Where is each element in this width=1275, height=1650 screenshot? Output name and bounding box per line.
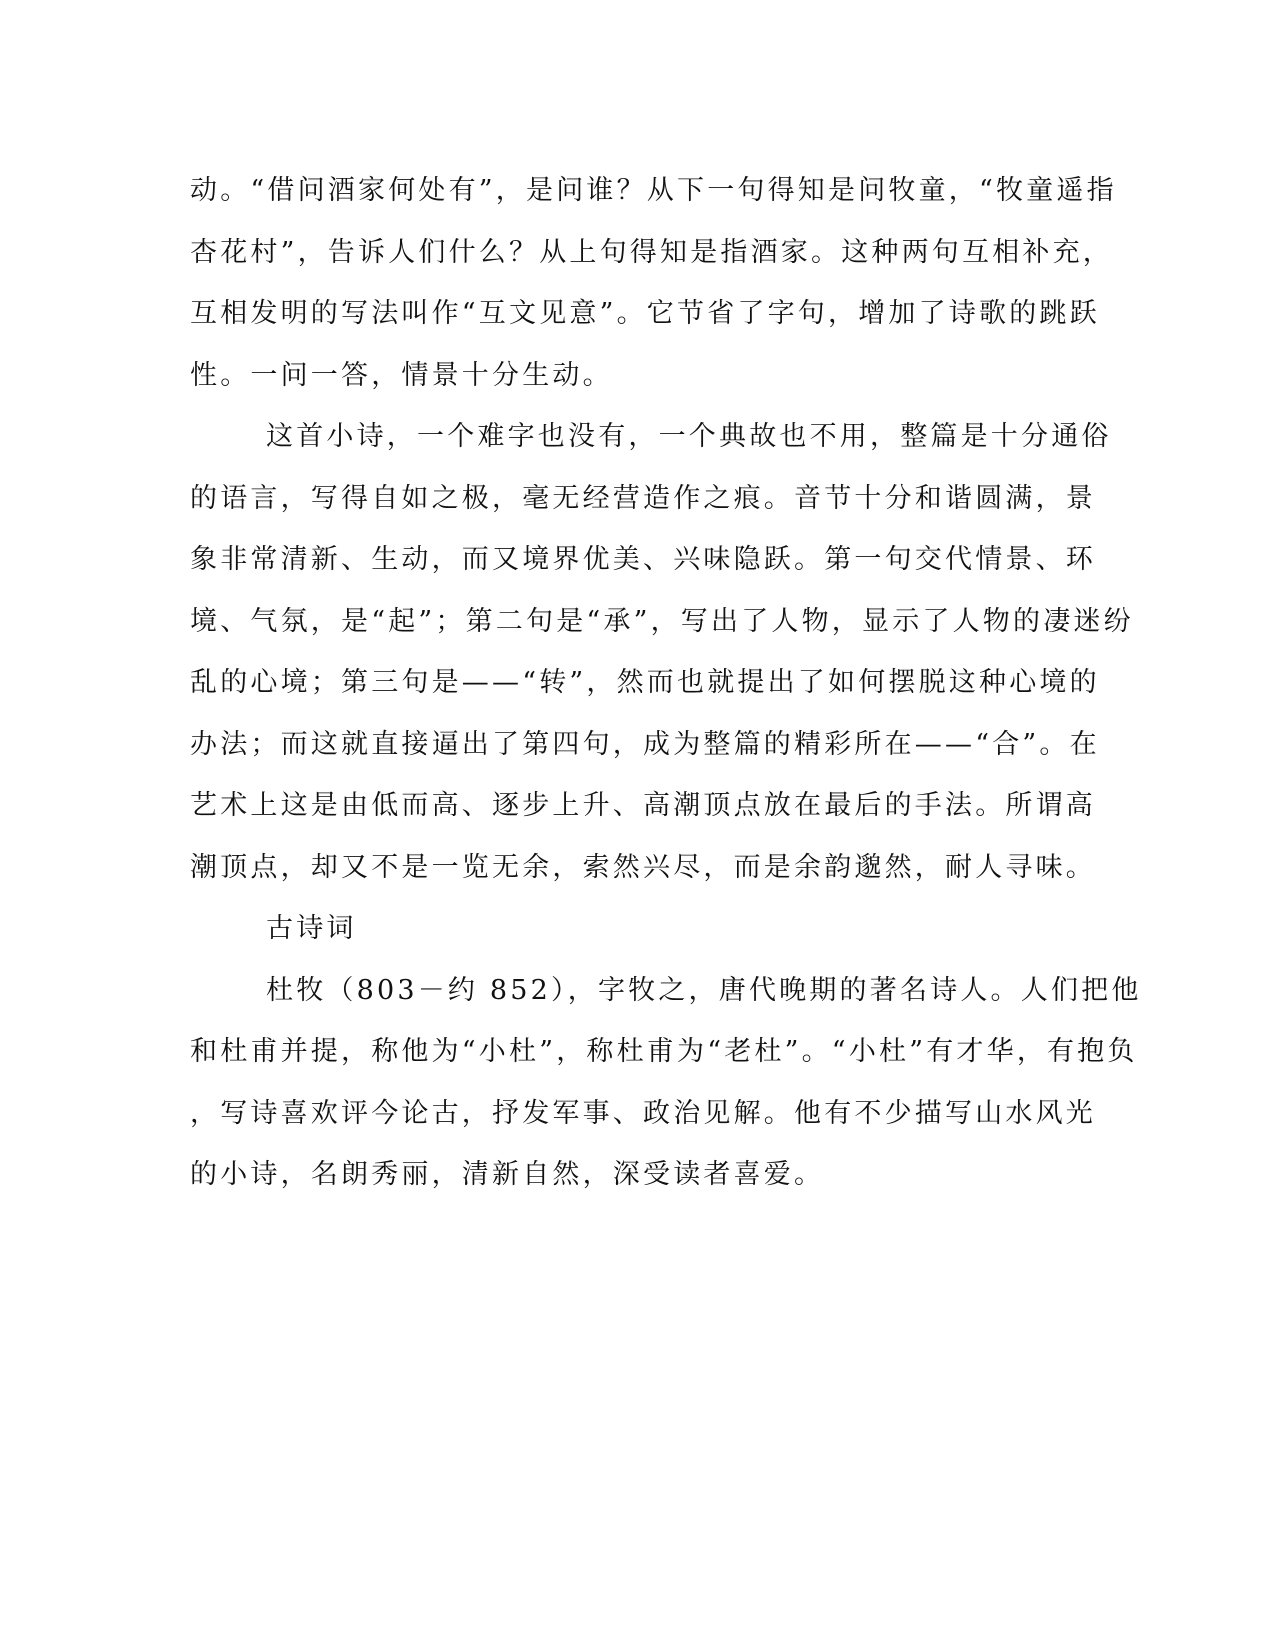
- text-line: 的小诗，名朗秀丽，清新自然，深受读者喜爱。: [190, 1159, 825, 1190]
- text-line: 这首小诗，一个难字也没有，一个典故也不用，整篇是十分通俗: [266, 421, 1112, 452]
- text-line: 古诗词: [266, 913, 357, 944]
- text-line: 杜牧（803－约 852），字牧之，唐代晚期的著名诗人。人们把他: [266, 974, 1142, 1006]
- text-line: 互相发明的写法叫作“互文见意”。它节省了字句，增加了诗歌的跳跃: [190, 298, 1100, 329]
- text-line: 的语言，写得自如之极，毫无经营造作之痕。音节十分和谐圆满，景: [190, 482, 1096, 514]
- text-line: 艺术上这是由低而高、逐步上升、高潮顶点放在最后的手法。所谓高: [190, 790, 1096, 821]
- text-line: 乱的心境；第三句是——“转”，然而也就提出了如何摆脱这种心境的: [190, 667, 1100, 698]
- paragraph-2: [190, 406, 1134, 898]
- body-text: [190, 160, 1142, 1206]
- section-heading: [190, 898, 1080, 960]
- text-line: 象非常清新、生动，而又境界优美、兴味隐跃。第一句交代情景、环: [190, 544, 1096, 575]
- text-line: 杏花村”，告诉人们什么？从上句得知是指酒家。这种两句互相补充，: [190, 236, 1114, 268]
- text-line: 和杜甫并提，称他为“小杜”，称杜甫为“老杜”。“小杜”有才华，有抱负: [190, 1036, 1138, 1067]
- paragraph-3: [190, 960, 1142, 1206]
- text-line: 境、气氛，是“起”；第二句是“承”，写出了人物，显示了人物的凄迷纷: [190, 605, 1134, 637]
- text-line: 潮顶点，却又不是一览无余，索然兴尽，而是余韵邈然，耐人寻味。: [190, 851, 1096, 883]
- paragraph-1: [190, 160, 1117, 406]
- text-line: 性。一问一答，情景十分生动。: [190, 359, 613, 391]
- text-line: ，写诗喜欢评今论古，抒发军事、政治见解。他有不少描写山水风光: [190, 1097, 1096, 1129]
- text-line: 办法；而这就直接逼出了第四句，成为整篇的精彩所在——“合”。在: [190, 728, 1100, 760]
- text-line: 动。“借问酒家何处有”，是问谁？从下一句得知是问牧童，“牧童遥指: [190, 175, 1117, 206]
